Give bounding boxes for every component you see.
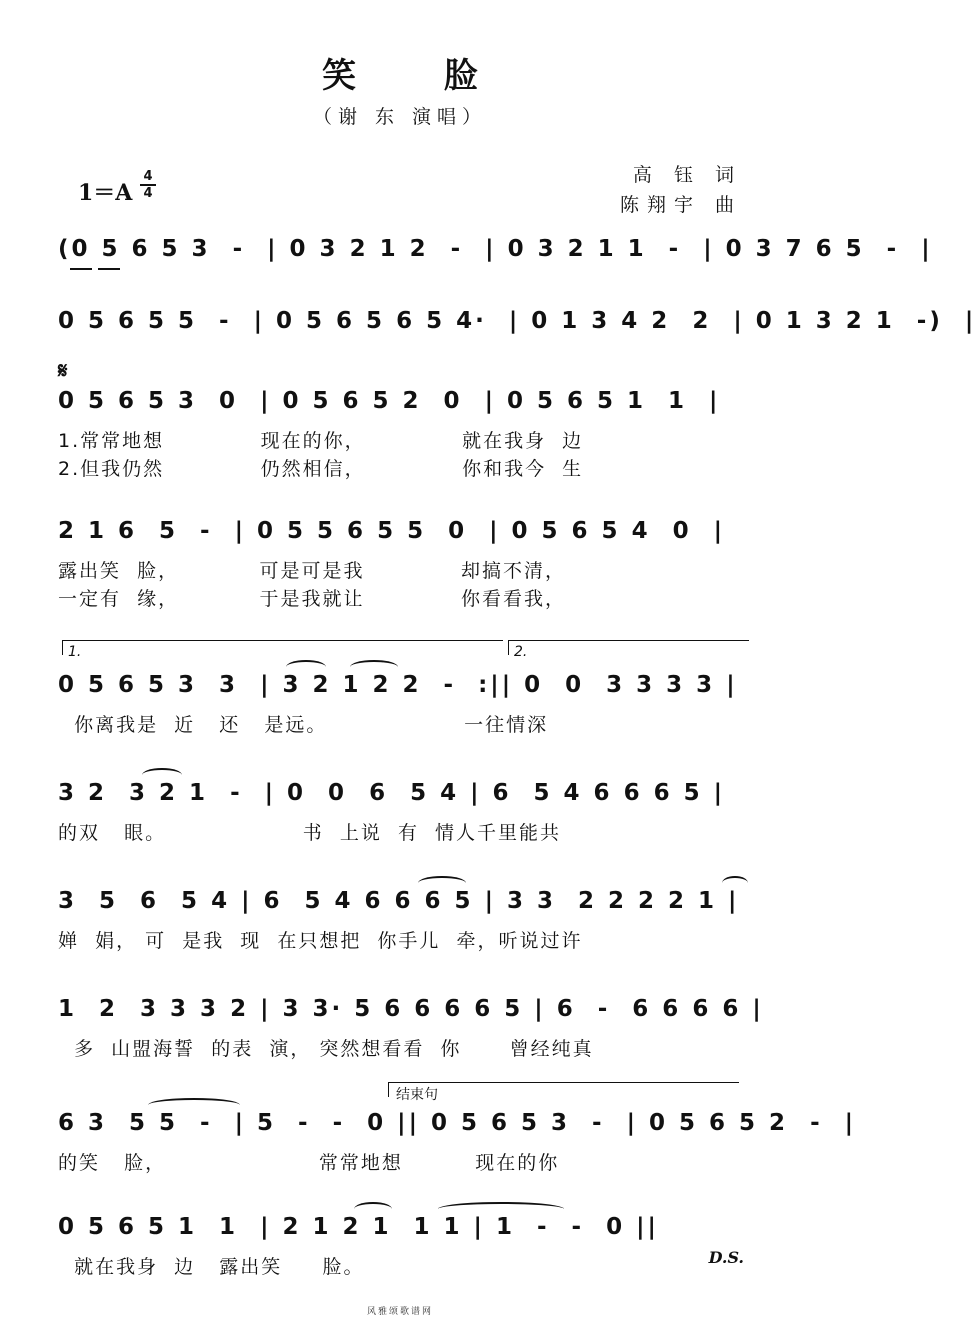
tie [142, 768, 182, 782]
time-signature-top: 4 [143, 169, 153, 184]
volta-2-bracket [508, 640, 749, 655]
score-line-8 [58, 996, 764, 1086]
dal-segno-marking: D.S. [708, 1248, 744, 1267]
lyric-verse-2: 一定有 缘， 于是我就让 你看看我， [58, 588, 566, 610]
tie [354, 1202, 392, 1216]
segno-sign: 𝄋 [58, 358, 68, 384]
lyric: 你离我是 近 还 是远。 一往情深 [58, 714, 549, 736]
lyric: 就在我身 边 露出笑 脸。 [58, 1256, 365, 1278]
tie [418, 876, 466, 890]
notation: 0 5 6 5 3 3 | 3 2 1 2 2 - :|| 0 0 3 3 3 3 | [58, 672, 738, 698]
lyric: 的双 眼。 书 上说 有 情人千里能共 [58, 822, 562, 844]
notation: 3 2 3 2 1 - | 0 0 6 5 4 | 6 5 4 6 6 6 5 | [58, 780, 726, 806]
notation: 1 2 3 3 3 2 | 3 3· 5 6 6 6 6 5 | 6 - 6 6 6 6 | [58, 996, 764, 1022]
key-signature: 1＝A [78, 180, 133, 206]
volta-1-bracket [62, 640, 503, 655]
volta-2-label: 2. [514, 644, 528, 660]
song-title: 笑 脸 [322, 56, 516, 96]
score-line-6 [58, 780, 748, 870]
underline [70, 268, 92, 270]
score-line-7 [58, 888, 748, 978]
composer-credit: 陈翔宇 曲 [619, 194, 742, 216]
score-line-9 [58, 1110, 857, 1200]
tie [350, 660, 398, 674]
time-signature [140, 170, 156, 200]
notation: 0 5 6 5 5 - | 0 5 6 5 6 5 4· | 0 1 3 4 2 2 | 0 1 3 2 1 -) | [58, 308, 976, 334]
score-line-5 [58, 672, 748, 762]
score-line-10 [58, 1214, 748, 1304]
tie [148, 1098, 240, 1112]
notation: 3 5 6 5 4 | 6 5 4 6 6 6 5 | 3 3 2 2 2 2 1 | [58, 888, 740, 914]
notation: 0 5 6 5 1 1 | 2 1 2 1 1 1 | 1 - - 0 || [58, 1214, 659, 1240]
tie [722, 876, 748, 890]
lyricist-credit: 高 钰 词 [632, 164, 742, 186]
lyric: 多 山盟海誓 的表 演， 突然想看看 你 曾经纯真 [58, 1038, 594, 1060]
tie [438, 1202, 564, 1216]
lyric: 的笑 脸， 常常地想 现在的你 [58, 1152, 560, 1174]
ending-bracket [388, 1082, 739, 1097]
lyric: 婵 娟， 可 是我 现 在只想把 你手儿 牵，听说过许 [58, 930, 583, 952]
time-signature-bottom: 4 [143, 186, 153, 201]
performer-subtitle: （谢 东 演唱） [312, 106, 488, 128]
score-line-3 [58, 388, 748, 478]
volta-1-label: 1. [68, 644, 82, 660]
underline [98, 268, 120, 270]
notation: 0 5 6 5 3 0 | 0 5 6 5 2 0 | 0 5 6 5 1 1 | [58, 388, 721, 414]
lyric-verse-1: 1.常常地想 现在的你， 就在我身 边 [58, 430, 584, 452]
score-line-4 [58, 518, 748, 608]
score-line-2 [58, 308, 976, 398]
lyric-verse-1: 露出笑 脸， 可是可是我 却搞不清， [58, 560, 566, 582]
lyric-verse-2: 2.但我仍然 仍然相信， 你和我今 生 [58, 458, 584, 480]
page-footer: 风雅颂歌谱网 [366, 1307, 433, 1317]
notation: (0 5 6 5 3 - | 0 3 2 1 2 - | 0 3 2 1 1 - | 0 3 7 6 5 - | [58, 236, 933, 262]
tie [286, 660, 326, 674]
notation: 6 3 5 5 - | 5 - - 0 || 0 5 6 5 3 - | 0 5 6 5 2 - | [58, 1110, 857, 1136]
ending-label: 结束句 [396, 1087, 438, 1103]
notation: 2 1 6 5 - | 0 5 5 6 5 5 0 | 0 5 6 5 4 0 | [58, 518, 726, 544]
